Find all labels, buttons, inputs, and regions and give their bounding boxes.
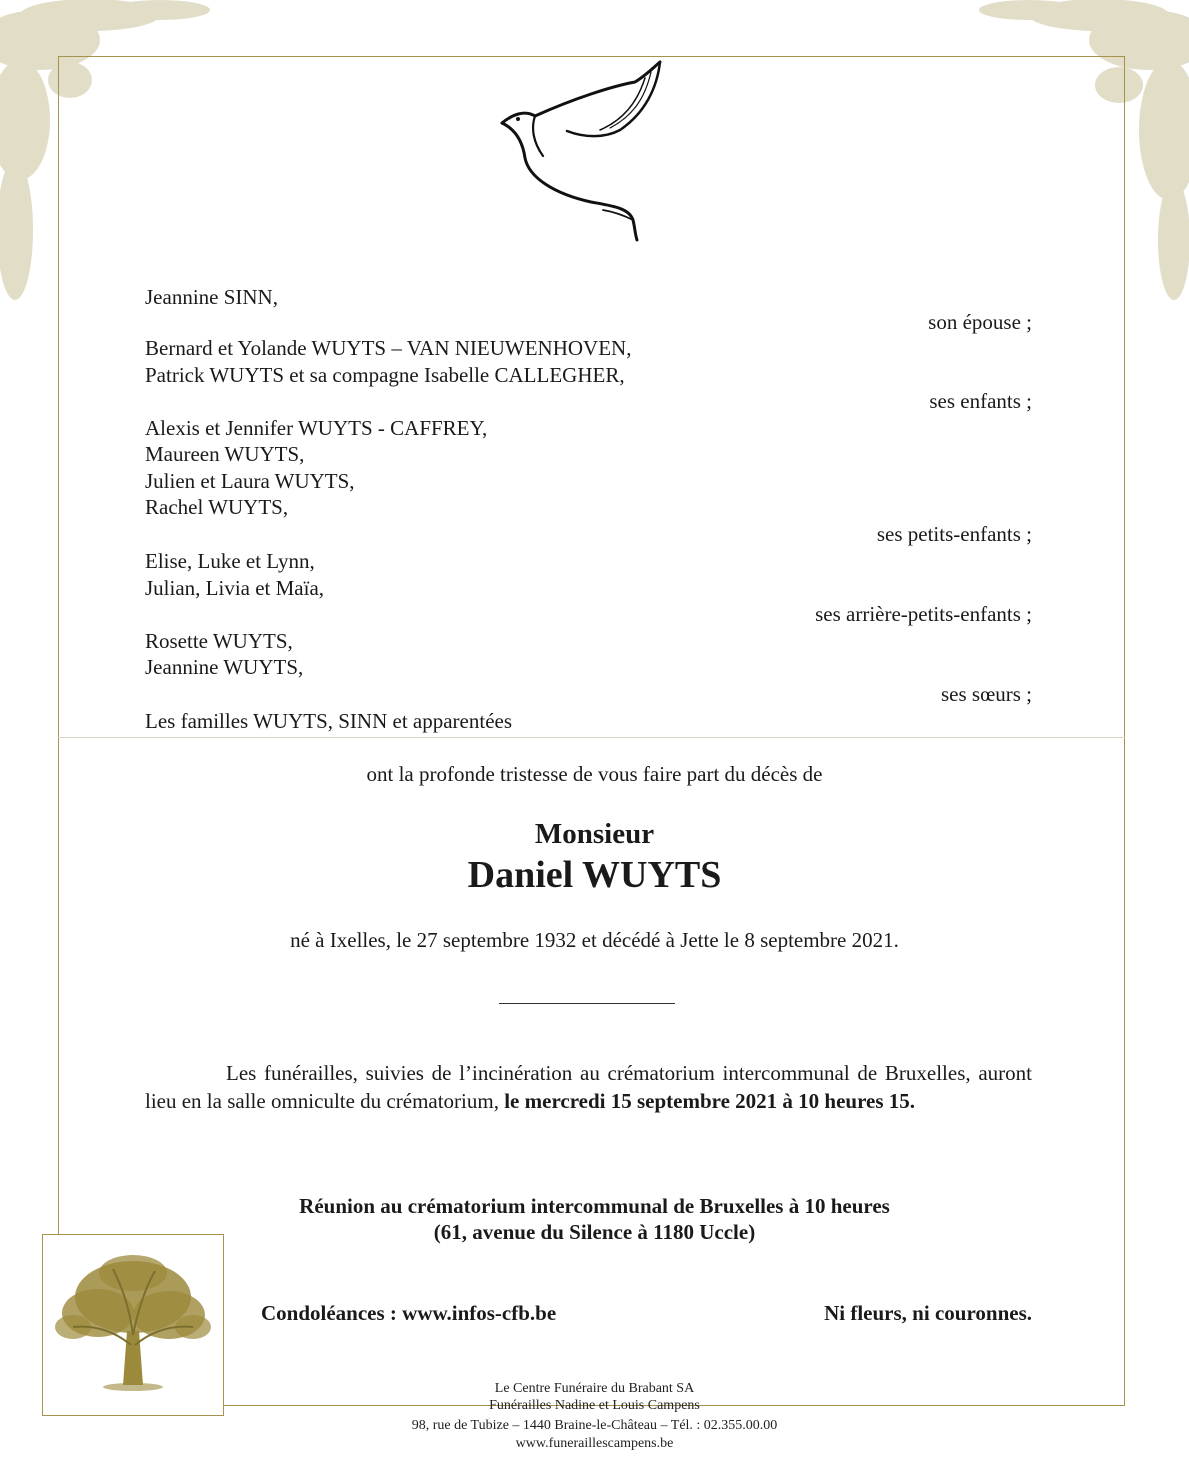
condolences-line: Condoléances : www.infos-cfb.be — [261, 1301, 557, 1325]
relation-label: ses enfants ; — [929, 389, 1032, 413]
relation-label: ses petits-enfants ; — [876, 522, 1032, 546]
footer-website: www.funeraillescampens.be — [515, 1436, 674, 1451]
family-name-line: Patrick WUYTS et sa compagne Isabelle CALLEGHER, — [145, 363, 625, 387]
funeral-date: le mercredi 15 septembre 2021 à 10 heures 15. — [504, 1089, 916, 1113]
family-name-line: Alexis et Jennifer WUYTS - CAFFREY, — [145, 416, 488, 440]
family-name-line: Rachel WUYTS, — [145, 495, 289, 519]
family-name-line: Jeannine WUYTS, — [145, 655, 304, 679]
birth-death-dates: né à Ixelles, le 27 septembre 1932 et décédé à Jette le 8 septembre 2021. — [290, 928, 899, 952]
families-line: Les familles WUYTS, SINN et apparentées — [145, 709, 513, 733]
family-name-line: Rosette WUYTS, — [145, 629, 293, 653]
meeting-address: (61, avenue du Silence à 1180 Uccle) — [433, 1220, 756, 1244]
family-name-line: Julien et Laura WUYTS, — [145, 469, 355, 493]
announcement-text: ont la profonde tristesse de vous faire part du décès de — [366, 762, 823, 786]
relation-label: ses arrière-petits-enfants ; — [815, 602, 1032, 626]
deceased-title: Monsieur — [534, 818, 655, 850]
relation-label: son épouse ; — [928, 310, 1032, 334]
no-flowers-line: Ni fleurs, ni couronnes. — [824, 1301, 1032, 1325]
footer-subtitle: Funérailles Nadine et Louis Campens — [489, 1398, 700, 1413]
funeral-text: Les funérailles, suivies de l’incinération au crématorium intercommunal de Bruxelles, auront lieu en la salle omniculte du crématorium, — [145, 1061, 1032, 1113]
dove-icon — [495, 58, 675, 243]
deceased-name: Daniel WUYTS — [467, 854, 722, 896]
funeral-paragraph — [145, 1059, 1032, 1115]
family-name-line: Elise, Luke et Lynn, — [145, 549, 315, 573]
separator-rule — [499, 1003, 675, 1004]
family-name-line: Maureen WUYTS, — [145, 442, 305, 466]
footer-company: Le Centre Funéraire du Brabant SA — [494, 1381, 695, 1396]
family-name-line: Bernard et Yolande WUYTS – VAN NIEUWENHOVEN, — [145, 336, 632, 360]
fold-line — [58, 737, 1125, 738]
family-name-line: Julian, Livia et Maïa, — [145, 576, 325, 600]
meeting-line: Réunion au crématorium intercommunal de Bruxelles à 10 heures — [299, 1194, 890, 1218]
family-name-line: Jeannine SINN, — [145, 285, 278, 309]
footer-address: 98, rue de Tubize – 1440 Braine-le-Château – Tél. : 02.355.00.00 — [411, 1418, 778, 1433]
relation-label: ses sœurs ; — [940, 682, 1032, 706]
